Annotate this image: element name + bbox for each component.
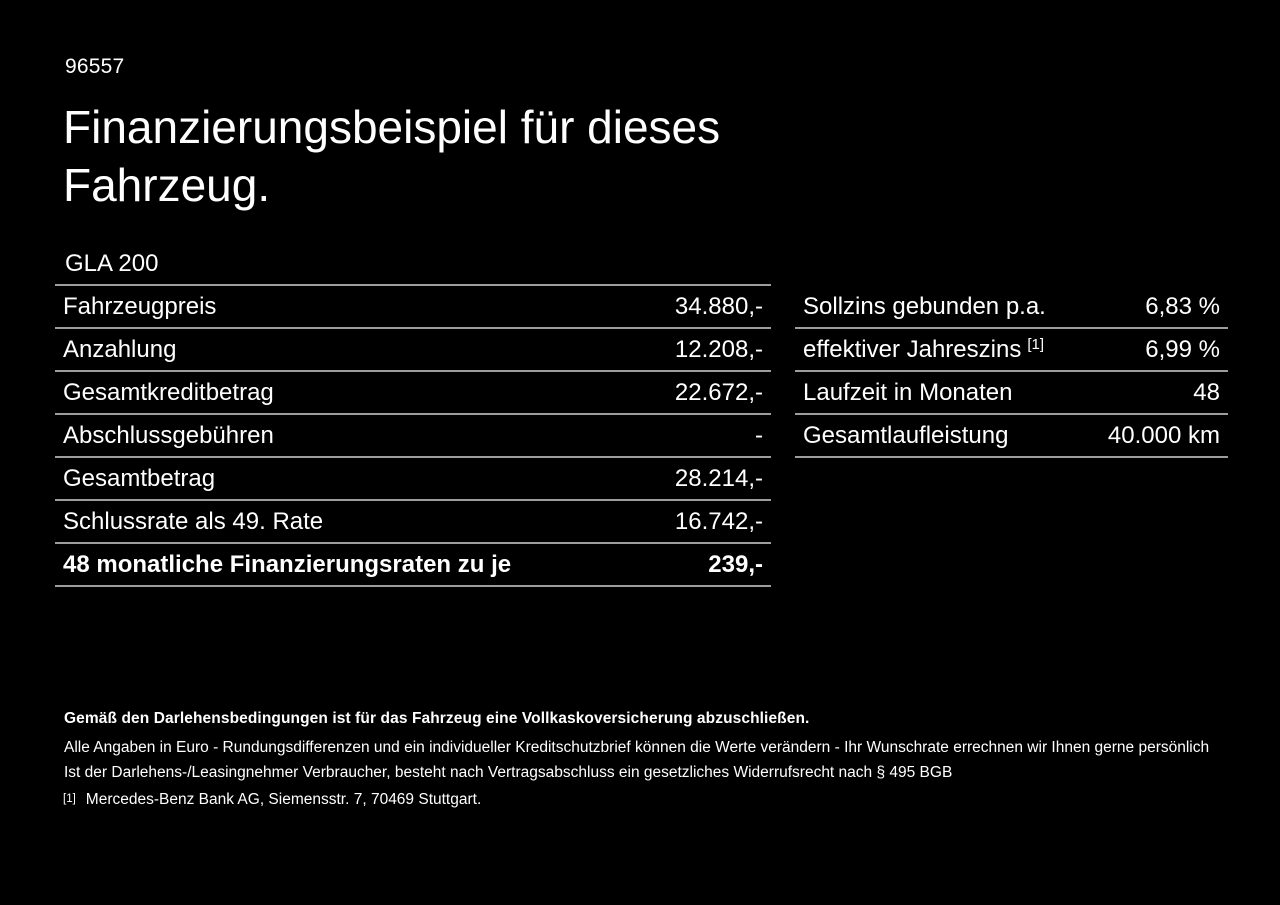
disclaimer-line-2: Ist der Darlehens-/Leasingnehmer Verbraucher, besteht nach Vertragsabschluss ein gesetzliches Widerrufsrecht nach § 495 BGB [64, 764, 953, 781]
table-row [55, 329, 771, 372]
table-row [55, 372, 771, 415]
row-value: 28.214,- [674, 464, 763, 492]
row-label: 48 monatliche Finanzierungsraten zu je [63, 550, 512, 578]
model-name: GLA 200 [65, 250, 159, 277]
row-label: Gesamtbetrag [63, 464, 216, 492]
row-value: 40.000 km [1107, 421, 1220, 449]
insurance-note: Gemäß den Darlehensbedingungen ist für das Fahrzeug eine Vollkaskoversicherung abzuschließen. [64, 710, 810, 727]
table-row [795, 415, 1228, 458]
page-title [63, 98, 720, 214]
row-label: Schlussrate als 49. Rate [63, 507, 324, 535]
row-label: Anzahlung [63, 335, 177, 363]
footnote-reference: [1] [1027, 335, 1045, 353]
row-value: 22.672,- [674, 378, 763, 406]
row-label: Laufzeit in Monaten [803, 378, 1013, 406]
row-value: 6,99 % [1145, 335, 1220, 363]
table-row [55, 458, 771, 501]
page-title-line2: Fahrzeug. [63, 159, 271, 211]
row-value: 239,- [708, 550, 763, 578]
row-value: 6,83 % [1145, 292, 1220, 320]
table-row [795, 372, 1228, 415]
disclaimer-line-1: Alle Angaben in Euro - Rundungsdifferenzen und ein individueller Kreditschutzbrief können die Werte verändern - Ihr Wunschrate errechnen wir Ihnen gerne persönlich [64, 739, 1210, 756]
table-row [55, 415, 771, 458]
vehicle-id: 96557 [65, 55, 125, 78]
row-value: 16.742,- [674, 507, 763, 535]
page-title-line1: Finanzierungsbeispiel für dieses [63, 101, 721, 153]
conditions-table [795, 286, 1228, 458]
finance-table [55, 284, 771, 587]
row-label-text: effektiver Jahreszins [803, 335, 1022, 363]
row-value: 48 [1193, 378, 1220, 406]
row-label: Fahrzeugpreis [63, 292, 217, 320]
row-value: 34.880,- [674, 292, 763, 320]
row-label: Gesamtkreditbetrag [63, 378, 274, 406]
row-value: 12.208,- [674, 335, 763, 363]
table-row [55, 286, 771, 329]
row-label: Gesamtlaufleistung [803, 421, 1009, 449]
table-row-monthly-rate [55, 544, 771, 587]
table-row [795, 286, 1228, 329]
table-row [795, 329, 1228, 372]
row-label [803, 336, 1044, 364]
footnote-marker: [1] [63, 793, 76, 805]
row-label: Sollzins gebunden p.a. [803, 292, 1046, 320]
footnote [63, 791, 481, 809]
row-label: Abschlussgebühren [63, 421, 274, 449]
row-value: - [755, 421, 763, 449]
footnote-text: Mercedes-Benz Bank AG, Siemensstr. 7, 70469 Stuttgart. [85, 791, 482, 808]
table-row [55, 501, 771, 544]
